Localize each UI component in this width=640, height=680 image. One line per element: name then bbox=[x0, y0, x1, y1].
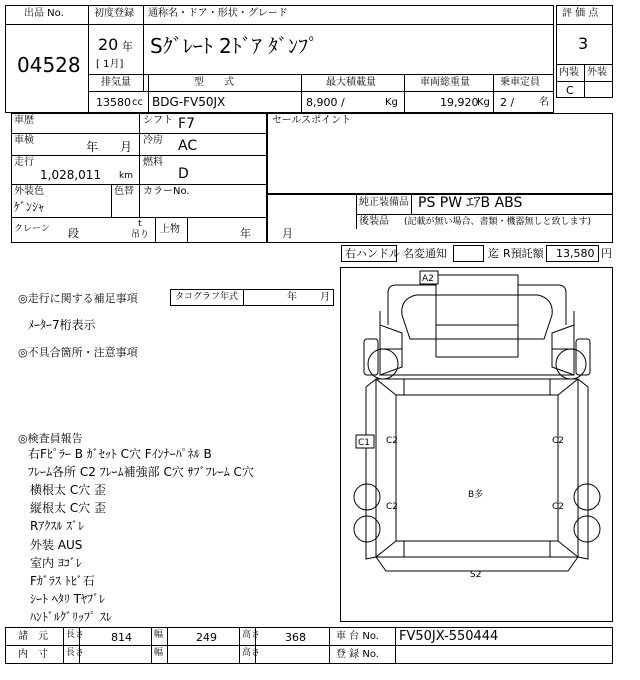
inspection-year-unit: 年 bbox=[86, 140, 99, 154]
lot-number: 04528 bbox=[17, 53, 81, 77]
mark-s2: S2 bbox=[470, 570, 482, 580]
exterior-grade-label: 外装 bbox=[587, 67, 607, 78]
mileage-label: 走行 bbox=[14, 157, 34, 168]
frame-number-label: 車 台 No. bbox=[336, 631, 379, 642]
inspector-line: 右Fﾋﾟﾗｰ B ｶﾞｾｯﾄ C穴 Fｲﾝﾅｰﾊﾟﾈﾙ B bbox=[28, 447, 212, 461]
recycle-unit: 円 bbox=[601, 247, 612, 260]
cab-top bbox=[388, 275, 566, 325]
model-name-label: 通称名・ドア・形状・グレード bbox=[148, 8, 288, 19]
mark-a2: A2 bbox=[422, 274, 434, 284]
tachograph-label: タコグラフ年式 bbox=[175, 292, 239, 302]
equipment-label: 純正装備品 bbox=[359, 197, 409, 208]
crane-stage-unit: 段 bbox=[68, 227, 79, 240]
inner-height-label: 高さ bbox=[242, 648, 261, 658]
windshield bbox=[436, 325, 518, 357]
displacement-value: 13580 bbox=[96, 96, 131, 109]
tachograph-month-unit: 月 bbox=[320, 292, 330, 303]
inspector-line: 室内 ﾖｺﾞﾚ bbox=[30, 556, 82, 570]
width-label: 幅 bbox=[154, 630, 164, 640]
lot-label: 出品 No. bbox=[24, 8, 64, 19]
mark-c2-left-rear: C2 bbox=[386, 502, 399, 512]
mark-c2-left-front: C2 bbox=[386, 436, 399, 446]
height-value: 368 bbox=[285, 631, 306, 644]
tailgate bbox=[376, 557, 578, 571]
frame-number: FV50JX-550444 bbox=[399, 629, 499, 644]
gross-weight-label: 車両総重量 bbox=[420, 77, 470, 88]
shift-label: シフト bbox=[143, 115, 173, 126]
reg-year-unit: 年 bbox=[122, 40, 133, 53]
length-label: 長さ bbox=[66, 630, 85, 640]
max-load-unit: Kg bbox=[385, 97, 398, 108]
tachograph-year-unit: 年 bbox=[287, 292, 297, 303]
fuel-label: 燃料 bbox=[143, 157, 163, 168]
inner-dimensions-label: 内 寸 bbox=[18, 649, 48, 660]
inner-width-label: 幅 bbox=[154, 648, 164, 658]
mark-c2-right-front: C2 bbox=[552, 436, 565, 446]
recycle-label: R預託額 bbox=[503, 247, 544, 260]
inner-length-label: 長さ bbox=[66, 648, 85, 658]
inspection-month-unit: 月 bbox=[120, 140, 133, 154]
upper-body-label: 上物 bbox=[160, 224, 180, 235]
damage-diagram bbox=[340, 267, 613, 622]
roof-panel bbox=[402, 295, 552, 339]
capacity-label: 乗車定員 bbox=[500, 77, 540, 88]
aircon-label: 冷房 bbox=[143, 135, 163, 146]
first-reg-label: 初度登録 bbox=[94, 8, 134, 19]
right-mirror bbox=[576, 339, 590, 375]
mark-c1: C1 bbox=[358, 438, 371, 448]
right-gate bbox=[578, 379, 588, 559]
interior-grade: C bbox=[566, 84, 574, 97]
name-change-label: 名変通知 bbox=[403, 247, 447, 260]
mileage-unit: km bbox=[119, 171, 133, 181]
reg-year: 20 bbox=[98, 35, 119, 54]
dimensions-label: 諸 元 bbox=[18, 631, 48, 642]
exterior-color-value: ｹﾞﾝｼｬ bbox=[14, 200, 45, 214]
crane-hook-unit: 吊り bbox=[131, 230, 150, 240]
registration-number-label: 登 録 No. bbox=[336, 649, 379, 660]
color-code-label: カラーNo. bbox=[143, 186, 190, 197]
defect-header: ◎不具合箇所・注意事項 bbox=[18, 346, 138, 359]
inspector-line: ﾊﾝﾄﾞﾙｸﾞﾘｯﾌﾟ ｽﾚ bbox=[30, 610, 112, 624]
upper-year-unit: 年 bbox=[240, 227, 251, 240]
gross-weight-value: 19,920 bbox=[440, 96, 479, 109]
driving-note: ﾒｰﾀｰ7桁表示 bbox=[28, 318, 96, 332]
inspector-line: ｼｰﾄ ﾍﾀﾘ Tﾔﾌﾞﾚ bbox=[30, 592, 105, 606]
interior-grade-label: 内装 bbox=[559, 67, 579, 78]
length-value: 814 bbox=[111, 631, 132, 644]
model-code: BDG-FV50JX bbox=[152, 95, 226, 109]
displacement-unit: cc bbox=[132, 97, 143, 108]
evaluation-label: 評 価 点 bbox=[562, 8, 599, 19]
displacement-label: 排気量 bbox=[101, 77, 131, 88]
capacity-value: 2 / bbox=[500, 96, 515, 109]
mark-bed-b: B多 bbox=[468, 490, 484, 500]
crane-ton-unit: t bbox=[138, 219, 142, 229]
shift-value: F7 bbox=[178, 116, 195, 132]
gross-weight-unit: Kg bbox=[477, 97, 490, 108]
left-gate bbox=[366, 379, 376, 559]
driving-notes-header: ◎走行に関する補足事項 bbox=[18, 292, 138, 305]
inspector-line: 外装 AUS bbox=[30, 538, 83, 552]
left-mirror bbox=[364, 339, 378, 375]
dump-bed-outline bbox=[376, 379, 578, 557]
fuel-value: D bbox=[178, 166, 189, 182]
model-code-label: 型 式 bbox=[194, 77, 234, 88]
inspection-label: 車検 bbox=[14, 135, 34, 146]
capacity-unit: 名 bbox=[539, 97, 549, 108]
name-change-box bbox=[453, 245, 484, 262]
recycle-amount: 13,580 bbox=[556, 247, 595, 260]
left-door bbox=[380, 325, 402, 375]
color-change-label: 色替 bbox=[114, 186, 134, 197]
aftermarket-label: 後装品 bbox=[359, 216, 389, 227]
reg-month: [ 1月] bbox=[96, 59, 124, 70]
deadline-label: 迄 bbox=[488, 247, 499, 260]
mark-c2-right-rear: C2 bbox=[552, 502, 565, 512]
inspector-header: ◎検査員報告 bbox=[18, 432, 83, 445]
inspector-line: 縦根太 C穴 歪 bbox=[30, 501, 107, 515]
inspector-line: Rｱｸｽﾙ ｽﾞﾚ bbox=[30, 519, 85, 533]
exterior-color-label: 外装色 bbox=[14, 186, 44, 197]
crane-label: クレーン bbox=[14, 224, 50, 234]
aftermarket-note: (記載が無い場合、書類・機器無しと致します) bbox=[404, 217, 592, 227]
aircon-value: AC bbox=[178, 138, 198, 154]
upper-month-unit: 月 bbox=[282, 227, 293, 240]
selling-points-label: セールスポイント bbox=[272, 115, 352, 126]
height-label: 高さ bbox=[242, 630, 261, 640]
history-label: 車歴 bbox=[14, 115, 34, 126]
inspector-line: Fｶﾞﾗｽ ﾄﾋﾞ石 bbox=[30, 574, 95, 588]
equipment-value: PS PW ｴｱB ABS bbox=[418, 195, 523, 211]
mileage-value: 1,028,011 bbox=[40, 168, 102, 182]
max-load-label: 最大積載量 bbox=[326, 77, 376, 88]
model-name: Sｸﾞﾚｰﾄ 2ﾄﾞｱ ﾀﾞﾝﾌﾟ bbox=[150, 34, 319, 58]
max-load-value: 8,900 / bbox=[306, 96, 345, 109]
evaluation-score: 3 bbox=[578, 34, 589, 53]
right-door bbox=[552, 325, 574, 375]
inspector-line: 横根太 C穴 歪 bbox=[30, 483, 107, 497]
diagram-frame bbox=[341, 268, 613, 622]
width-value: 249 bbox=[196, 631, 217, 644]
rhd-label: 右ハンドル bbox=[345, 247, 400, 260]
cab-outline bbox=[380, 311, 574, 375]
inspector-line: ﾌﾚｰﾑ各所 C2 ﾌﾚｰﾑ補強部 C穴 ｻﾌﾞﾌﾚｰﾑ C穴 bbox=[28, 465, 254, 479]
